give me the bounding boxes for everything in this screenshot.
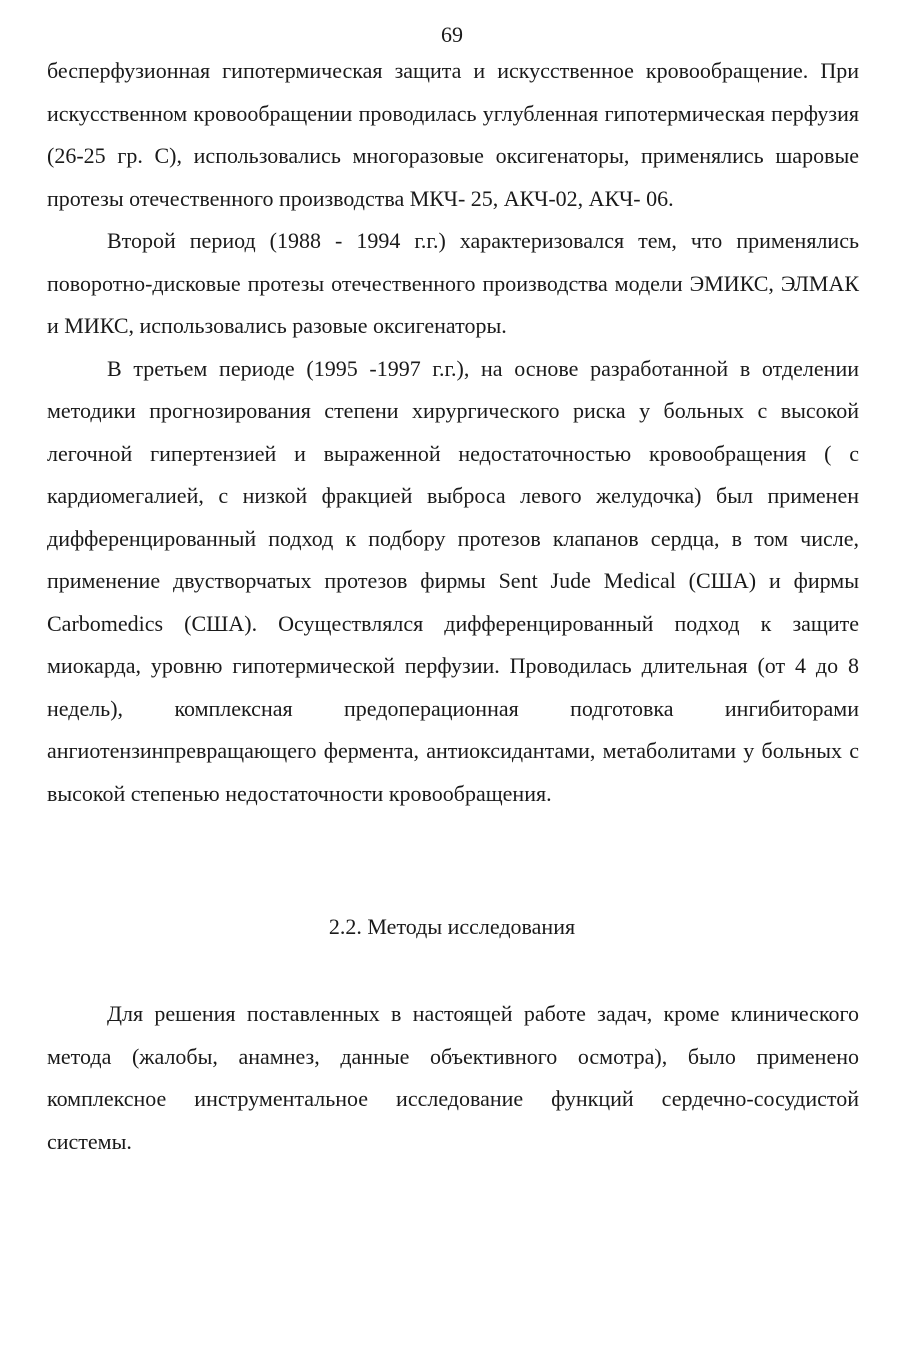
paragraph-continuation: бесперфузионная гипотермическая защита и искусственное кровообращение. При искусственном кровообращении проводилась углубленная гипотермическая перфузия (26-25 гр. С), использовались многоразовые оксигенаторы, применялись шаровые протезы отечественного производства МКЧ- 25, АКЧ-02, АКЧ- 06. xyxy=(47,58,859,211)
main-text-block xyxy=(47,50,859,815)
page-number: 69 xyxy=(441,22,463,47)
paragraph-third-period: В третьем периоде (1995 -1997 г.г.), на основе разработанной в отделении методики прогнозирования степени хирургического риска у больных с высокой легочной гипертензией и выраженной недостаточностью кровообращения ( с кардиомегалией, с низкой фракцией выброса левого желудочка) был применен дифференцированный подход к подбору протезов клапанов сердца, в том числе, применение двустворчатых протезов фирмы Sent Jude Medical (США) и фирмы Carbomedics (США). Осуществлялся дифференцированный подход к защите миокарда, уровню гипотермической перфузии. Проводилась длительная (от 4 до 8 недель), комплексная предоперационная подготовка ингибиторами ангиотензинпревращающего фермента, антиоксидантами, метаболитами у больных с высокой степенью недостаточности кровообращения. xyxy=(47,355,859,806)
paragraph-methods: Для решения поставленных в настоящей работе задач, кроме клинического метода (жалобы, анамнез, данные объективного осмотра), было применено комплексное инструментальное исследование функций сердечно-сосудистой системы. xyxy=(47,1001,859,1154)
methods-text-block xyxy=(47,993,859,1163)
section-heading: 2.2. Методы исследования xyxy=(328,914,576,939)
paragraph-second-period: Второй период (1988 - 1994 г.г.) характеризовался тем, что применялись поворотно-дисковые протезы отечественного производства модели ЭМИКС, ЭЛМАК и МИКС, использовались разовые оксигенаторы. xyxy=(47,228,859,338)
